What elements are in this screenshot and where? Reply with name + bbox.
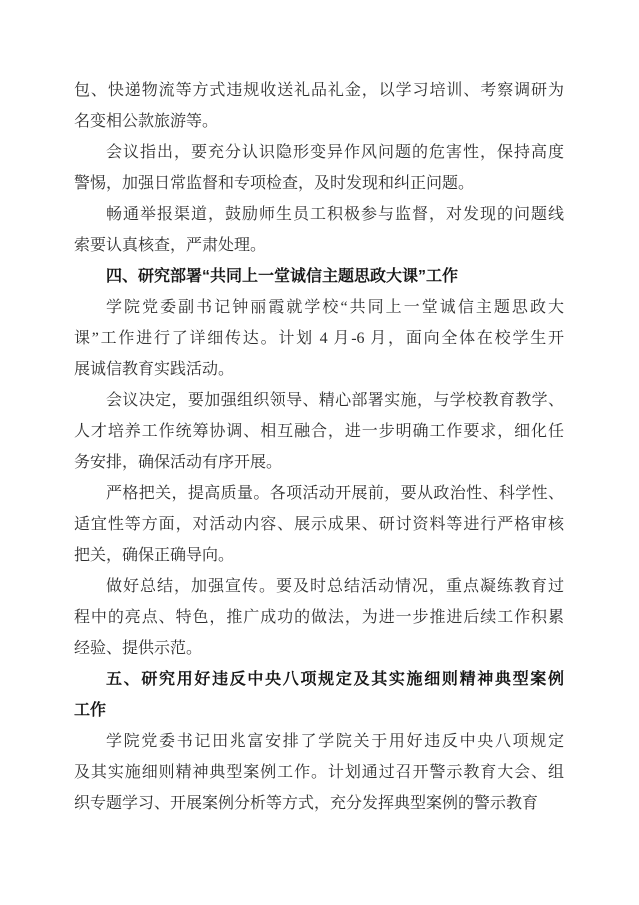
- paragraph-line: 人才培养工作统筹协调、相互融合，进一步明确工作要求，细化任: [74, 423, 564, 440]
- paragraph-line: 课”工作进行了详细传达。计划 4 月-6 月，面向全体在校学生开: [74, 330, 564, 347]
- paragraph-line: 程中的亮点、特色，推广成功的做法，为进一步推进后续工作积累: [74, 609, 564, 626]
- paragraph-line: 经验、提供示范。: [74, 640, 203, 657]
- section-heading-line: 四、研究部署“共同上一堂诚信主题思政大课”工作: [106, 268, 459, 285]
- paragraph-line: 织专题学习、开展案例分析等方式，充分发挥典型案例的警示教育: [74, 795, 539, 812]
- paragraph-line: 会议决定，要加强组织领导、精心部署实施，与学校教育教学、: [106, 392, 564, 409]
- paragraph-line: 索要认真核查，严肃处理。: [74, 237, 267, 254]
- document-body: [74, 75, 564, 819]
- section-heading-line: 工作: [74, 702, 107, 719]
- paragraph-line: 及其实施细则精神典型案例工作。计划通过召开警示教育大会、组: [74, 764, 564, 781]
- paragraph-line: 学院党委书记田兆富安排了学院关于用好违反中央八项规定: [106, 733, 564, 750]
- paragraph-line: 包、快递物流等方式违规收送礼品礼金，以学习培训、考察调研为: [74, 82, 564, 99]
- paragraph-line: 适宜性等方面，对活动内容、展示成果、研讨资料等进行严格审核: [74, 516, 564, 533]
- paragraph-line: 展诚信教育实践活动。: [74, 361, 235, 378]
- paragraph-line: 严格把关，提高质量。各项活动开展前，要从政治性、科学性、: [106, 485, 564, 502]
- paragraph-line: 做好总结，加强宣传。要及时总结活动情况，重点凝练教育过: [106, 578, 564, 595]
- paragraph-line: 警惕，加强日常监督和专项检查，及时发现和纠正问题。: [74, 175, 475, 192]
- paragraph-line: 务安排，确保活动有序开展。: [74, 454, 283, 471]
- paragraph-line: 学院党委副书记钟丽霞就学校“共同上一堂诚信主题思政大: [106, 299, 564, 316]
- section-heading-line: 五、研究用好违反中央八项规定及其实施细则精神典型案例: [106, 671, 564, 688]
- paragraph-line: 会议指出，要充分认识隐形变异作风问题的危害性，保持高度: [106, 144, 564, 161]
- paragraph-line: 把关，确保正确导向。: [74, 547, 235, 564]
- paragraph-line: 畅通举报渠道，鼓励师生员工积极参与监督，对发现的问题线: [106, 206, 564, 223]
- paragraph-line: 名变相公款旅游等。: [74, 113, 219, 130]
